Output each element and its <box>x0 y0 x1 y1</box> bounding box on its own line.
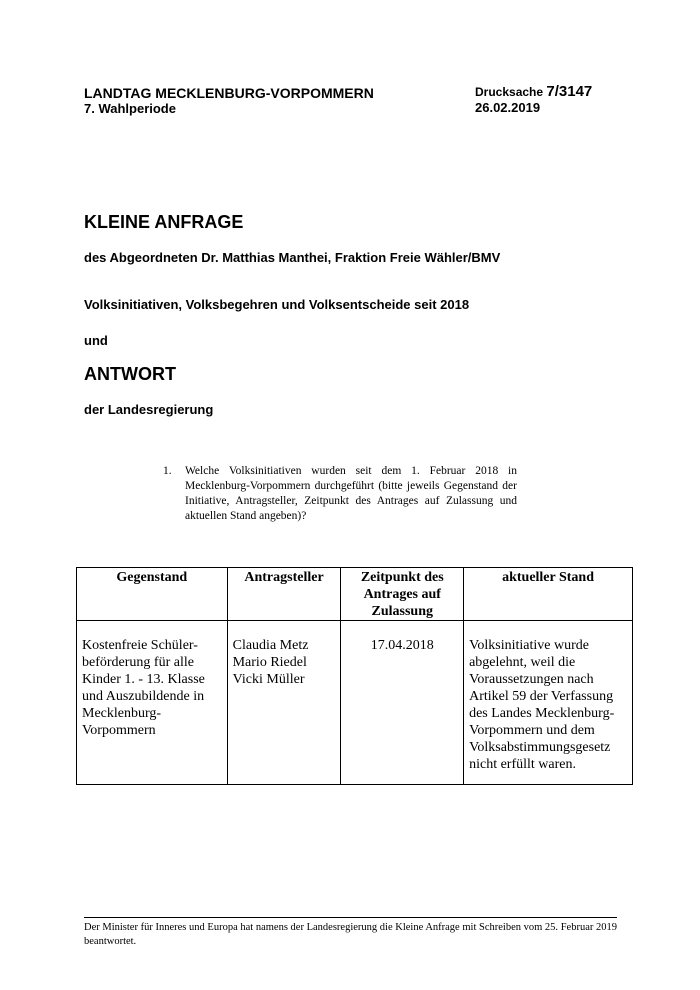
document-header-left <box>84 86 374 116</box>
footnote: Der Minister für Inneres und Europa hat namens der Landesregierung die Kleine Anfrage mit Schreiben vom 25. Februar 2019 beantwortet. <box>84 922 617 947</box>
legislative-period: 7. Wahlperiode <box>84 101 176 116</box>
subject-line: Volksinitiativen, Volksbegehren und Volksentscheide seit 2018 <box>84 297 470 312</box>
document-header-right <box>475 84 592 116</box>
column-header-zeitpunkt: Zeitpunkt des Antrages auf Zulassung <box>341 568 464 621</box>
und-line: und <box>84 333 108 348</box>
question-number: 1. <box>163 465 172 477</box>
column-header-antragsteller: Antragsteller <box>227 568 341 621</box>
table-row <box>77 621 633 785</box>
author-line: des Abgeordneten Dr. Matthias Manthei, Fraktion Freie Wähler/BMV <box>84 250 501 265</box>
document-date: 26.02.2019 <box>475 100 541 115</box>
parliament-name: LANDTAG MECKLENBURG-VORPOMMERN <box>84 85 374 101</box>
answer-table <box>76 567 633 785</box>
applicant-name: Claudia Metz <box>232 638 309 653</box>
question-block <box>163 464 517 524</box>
drucksache-label: Drucksache <box>475 85 547 99</box>
antwort-heading: ANTWORT <box>84 364 176 384</box>
drucksache-line <box>475 84 592 100</box>
applicant-name: Mario Riedel <box>232 655 307 670</box>
cell-gegenstand: Kostenfreie Schüler-beförderung für alle Kinder 1. - 13. Klasse und Auszubildende in Mecklenburg-Vorpommern <box>77 621 228 785</box>
cell-antragsteller <box>227 621 341 785</box>
applicant-name: Vicki Müller <box>232 672 305 687</box>
cell-zeitpunkt: 17.04.2018 <box>341 621 464 785</box>
column-header-gegenstand: Gegenstand <box>77 568 228 621</box>
responder-line: der Landesregierung <box>84 402 214 417</box>
kleine-anfrage-heading: KLEINE ANFRAGE <box>84 212 244 232</box>
drucksache-number: 7/3147 <box>546 83 593 100</box>
table-header-row <box>77 568 633 621</box>
column-header-stand: aktueller Stand <box>464 568 633 621</box>
cell-stand: Volksinitiative wurde abgelehnt, weil die Voraussetzungen nach Artikel 59 der Verfassung des Landes Mecklenburg-Vorpommern und dem Volksabstimmungsgesetz nicht erfüllt waren. <box>464 621 633 785</box>
question-text: Welche Volksinitiativen wurden seit dem 1. Februar 2018 in Mecklenburg-Vorpommern durchgeführt (bitte jeweils Gegenstand der Initiative, Antragsteller, Zeitpunkt des Antrages auf Zulassung und aktuellen Stand angeben)? <box>185 465 517 522</box>
footnote-divider <box>84 917 617 918</box>
